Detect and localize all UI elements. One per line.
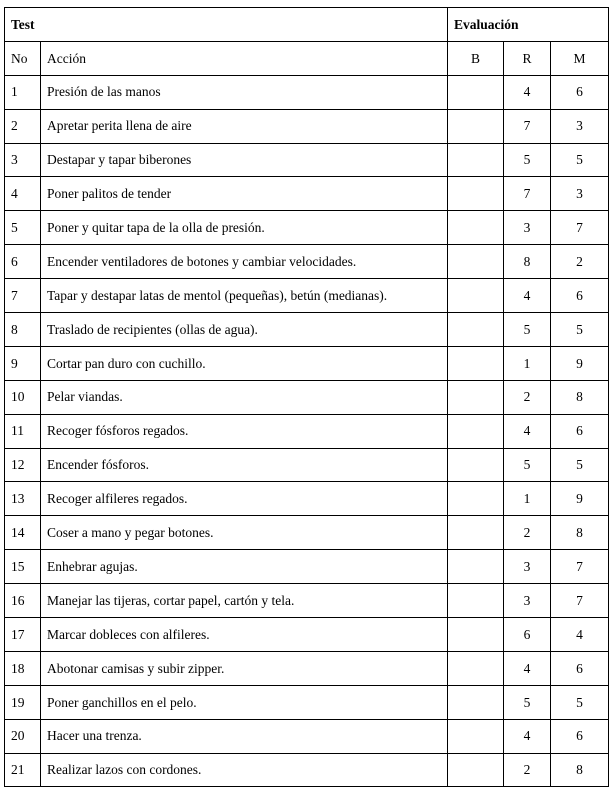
column-header-m: M xyxy=(551,41,609,75)
table-row xyxy=(5,109,609,143)
cell-b xyxy=(448,346,504,380)
table-row xyxy=(5,651,609,685)
cell-b xyxy=(448,651,504,685)
cell-accion: Enhebrar agujas. xyxy=(41,550,448,584)
cell-no: 21 xyxy=(5,753,41,787)
column-header-b: B xyxy=(448,41,504,75)
cell-b xyxy=(448,719,504,753)
cell-m: 9 xyxy=(551,482,609,516)
cell-no: 13 xyxy=(5,482,41,516)
cell-b xyxy=(448,245,504,279)
table-row xyxy=(5,685,609,719)
cell-r: 1 xyxy=(504,482,551,516)
table-group-header-row xyxy=(5,8,609,42)
cell-r: 4 xyxy=(504,414,551,448)
cell-r: 3 xyxy=(504,550,551,584)
cell-b xyxy=(448,584,504,618)
cell-r: 7 xyxy=(504,177,551,211)
cell-m: 9 xyxy=(551,346,609,380)
cell-r: 7 xyxy=(504,109,551,143)
cell-no: 6 xyxy=(5,245,41,279)
table-row xyxy=(5,346,609,380)
cell-b xyxy=(448,685,504,719)
cell-accion: Realizar lazos con cordones. xyxy=(41,753,448,787)
cell-no: 9 xyxy=(5,346,41,380)
table-row xyxy=(5,448,609,482)
table-row xyxy=(5,618,609,652)
cell-r: 8 xyxy=(504,245,551,279)
table-row xyxy=(5,584,609,618)
cell-accion: Hacer una trenza. xyxy=(41,719,448,753)
table-column-header-row xyxy=(5,41,609,75)
cell-r: 5 xyxy=(504,448,551,482)
cell-no: 15 xyxy=(5,550,41,584)
cell-m: 5 xyxy=(551,448,609,482)
cell-no: 19 xyxy=(5,685,41,719)
cell-b xyxy=(448,211,504,245)
cell-r: 2 xyxy=(504,380,551,414)
cell-r: 4 xyxy=(504,719,551,753)
cell-m: 6 xyxy=(551,75,609,109)
cell-accion: Pelar viandas. xyxy=(41,380,448,414)
cell-no: 12 xyxy=(5,448,41,482)
table-row xyxy=(5,753,609,787)
cell-r: 5 xyxy=(504,143,551,177)
table-row xyxy=(5,414,609,448)
cell-b xyxy=(448,75,504,109)
cell-b xyxy=(448,753,504,787)
cell-accion: Destapar y tapar biberones xyxy=(41,143,448,177)
cell-no: 1 xyxy=(5,75,41,109)
cell-m: 6 xyxy=(551,719,609,753)
table-row xyxy=(5,75,609,109)
cell-m: 5 xyxy=(551,313,609,347)
cell-m: 8 xyxy=(551,753,609,787)
cell-b xyxy=(448,109,504,143)
cell-no: 11 xyxy=(5,414,41,448)
cell-accion: Presión de las manos xyxy=(41,75,448,109)
cell-accion: Tapar y destapar latas de mentol (pequeñas), betún (medianas). xyxy=(41,279,448,313)
cell-no: 4 xyxy=(5,177,41,211)
cell-m: 5 xyxy=(551,685,609,719)
cell-no: 10 xyxy=(5,380,41,414)
cell-b xyxy=(448,279,504,313)
test-header: Test xyxy=(5,8,448,42)
cell-r: 2 xyxy=(504,753,551,787)
cell-r: 4 xyxy=(504,651,551,685)
cell-b xyxy=(448,482,504,516)
table-row xyxy=(5,279,609,313)
cell-b xyxy=(448,414,504,448)
cell-accion: Manejar las tijeras, cortar papel, cartón y tela. xyxy=(41,584,448,618)
cell-m: 2 xyxy=(551,245,609,279)
column-header-no: No xyxy=(5,41,41,75)
cell-no: 17 xyxy=(5,618,41,652)
cell-m: 7 xyxy=(551,584,609,618)
cell-b xyxy=(448,516,504,550)
cell-r: 5 xyxy=(504,313,551,347)
cell-accion: Encender ventiladores de botones y cambiar velocidades. xyxy=(41,245,448,279)
cell-m: 8 xyxy=(551,380,609,414)
cell-m: 5 xyxy=(551,143,609,177)
cell-m: 6 xyxy=(551,414,609,448)
cell-r: 3 xyxy=(504,584,551,618)
evaluacion-header: Evaluación xyxy=(448,8,609,42)
cell-b xyxy=(448,550,504,584)
table-row xyxy=(5,380,609,414)
cell-b xyxy=(448,380,504,414)
table-row xyxy=(5,211,609,245)
table-row xyxy=(5,482,609,516)
cell-accion: Recoger alfileres regados. xyxy=(41,482,448,516)
cell-accion: Abotonar camisas y subir zipper. xyxy=(41,651,448,685)
cell-r: 2 xyxy=(504,516,551,550)
cell-accion: Coser a mano y pegar botones. xyxy=(41,516,448,550)
table-row xyxy=(5,719,609,753)
cell-no: 8 xyxy=(5,313,41,347)
cell-no: 5 xyxy=(5,211,41,245)
table-row xyxy=(5,550,609,584)
cell-m: 7 xyxy=(551,550,609,584)
cell-no: 20 xyxy=(5,719,41,753)
cell-r: 1 xyxy=(504,346,551,380)
cell-accion: Poner y quitar tapa de la olla de presión. xyxy=(41,211,448,245)
cell-r: 3 xyxy=(504,211,551,245)
cell-no: 7 xyxy=(5,279,41,313)
cell-r: 4 xyxy=(504,279,551,313)
cell-no: 18 xyxy=(5,651,41,685)
cell-accion: Cortar pan duro con cuchillo. xyxy=(41,346,448,380)
cell-no: 3 xyxy=(5,143,41,177)
cell-b xyxy=(448,313,504,347)
table-row xyxy=(5,143,609,177)
cell-m: 8 xyxy=(551,516,609,550)
cell-r: 4 xyxy=(504,75,551,109)
column-header-accion: Acción xyxy=(41,41,448,75)
cell-accion: Poner palitos de tender xyxy=(41,177,448,211)
cell-m: 3 xyxy=(551,177,609,211)
cell-m: 6 xyxy=(551,651,609,685)
cell-accion: Recoger fósforos regados. xyxy=(41,414,448,448)
cell-accion: Apretar perita llena de aire xyxy=(41,109,448,143)
table-row xyxy=(5,313,609,347)
cell-m: 3 xyxy=(551,109,609,143)
table-row xyxy=(5,245,609,279)
column-header-r: R xyxy=(504,41,551,75)
cell-r: 5 xyxy=(504,685,551,719)
cell-b xyxy=(448,177,504,211)
table-row xyxy=(5,516,609,550)
cell-m: 6 xyxy=(551,279,609,313)
cell-b xyxy=(448,448,504,482)
cell-m: 7 xyxy=(551,211,609,245)
cell-accion: Poner ganchillos en el pelo. xyxy=(41,685,448,719)
table-row xyxy=(5,177,609,211)
evaluation-table xyxy=(4,7,609,787)
cell-accion: Marcar dobleces con alfileres. xyxy=(41,618,448,652)
cell-r: 6 xyxy=(504,618,551,652)
cell-no: 16 xyxy=(5,584,41,618)
cell-m: 4 xyxy=(551,618,609,652)
cell-b xyxy=(448,143,504,177)
cell-no: 2 xyxy=(5,109,41,143)
cell-b xyxy=(448,618,504,652)
cell-accion: Encender fósforos. xyxy=(41,448,448,482)
cell-accion: Traslado de recipientes (ollas de agua). xyxy=(41,313,448,347)
cell-no: 14 xyxy=(5,516,41,550)
